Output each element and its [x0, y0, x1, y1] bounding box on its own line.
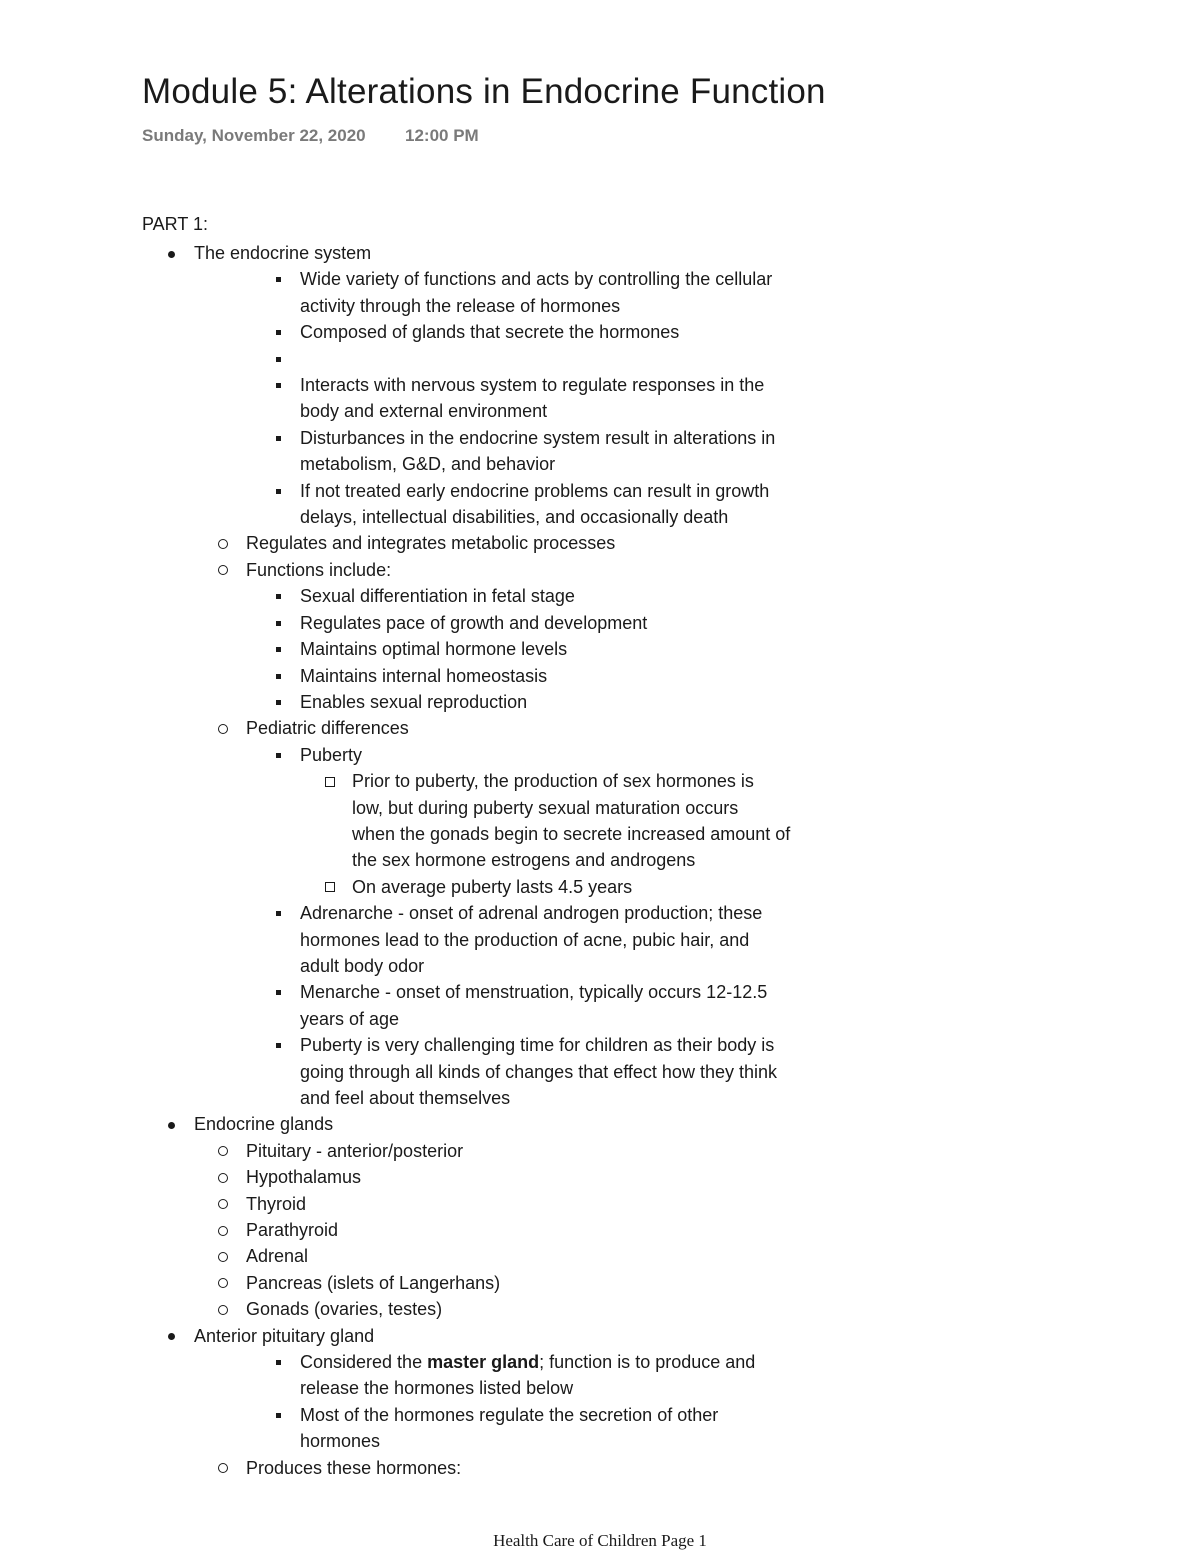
- note-date: Sunday, November 22, 2020: [142, 126, 366, 145]
- hollow-circle-bullet-icon: [218, 1243, 228, 1269]
- hollow-square-bullet-icon: [325, 768, 335, 794]
- square-bullet-icon: [276, 425, 281, 451]
- list-item: Interacts with nervous system to regulate responses in the: [0, 372, 1200, 398]
- list-item: Maintains optimal hormone levels: [0, 636, 1200, 662]
- square-bullet-icon: [276, 319, 281, 345]
- square-bullet-icon: [276, 372, 281, 398]
- list-item-continuation: metabolism, G&D, and behavior: [300, 454, 556, 475]
- page-title: Module 5: Alterations in Endocrine Function: [142, 72, 826, 111]
- list-item: Regulates pace of growth and development: [0, 610, 1200, 636]
- filled-circle-bullet-icon: [168, 1323, 175, 1349]
- list-item: Thyroid: [0, 1191, 1200, 1217]
- hollow-circle-bullet-icon: [218, 1270, 228, 1296]
- square-bullet-icon: [276, 1032, 281, 1058]
- square-bullet-icon: [276, 663, 281, 689]
- square-bullet-icon: [276, 689, 281, 715]
- list-item: Regulates and integrates metabolic processes: [0, 530, 1200, 556]
- square-bullet-icon: [276, 1402, 281, 1428]
- list-item: Sexual differentiation in fetal stage: [0, 583, 1200, 609]
- square-bullet-icon: [276, 742, 281, 768]
- list-item: Anterior pituitary gland: [0, 1323, 1200, 1349]
- square-bullet-icon: [276, 266, 281, 292]
- square-bullet-icon: [276, 900, 281, 926]
- hollow-circle-bullet-icon: [218, 1455, 228, 1481]
- list-item: Considered the master gland; function is to produce and: [0, 1349, 1200, 1375]
- list-item: Menarche - onset of menstruation, typically occurs 12-12.5: [0, 979, 1200, 1005]
- hollow-circle-bullet-icon: [218, 1296, 228, 1322]
- list-item-continuation: the sex hormone estrogens and androgens: [352, 850, 696, 871]
- list-item-continuation: activity through the release of hormones: [300, 295, 621, 316]
- list-item: Gonads (ovaries, testes): [0, 1296, 1200, 1322]
- list-item-continuation: years of age: [300, 1008, 400, 1029]
- list-item: Disturbances in the endocrine system result in alterations in: [0, 425, 1200, 451]
- list-item-continuation: hormones: [300, 1431, 381, 1452]
- page-footer: Health Care of Children Page 1: [493, 1531, 707, 1550]
- list-item-continuation: going through all kinds of changes that effect how they think: [300, 1061, 777, 1082]
- bold-term: master gland: [427, 1352, 540, 1373]
- list-item: Pituitary - anterior/posterior: [0, 1138, 1200, 1164]
- list-item: Maintains internal homeostasis: [0, 663, 1200, 689]
- square-bullet-icon: [276, 636, 281, 662]
- hollow-circle-bullet-icon: [218, 1138, 228, 1164]
- list-item: Pediatric differences: [0, 715, 1200, 741]
- hollow-square-bullet-icon: [325, 874, 335, 900]
- list-item-continuation: body and external environment: [300, 401, 548, 422]
- outline-list: [0, 240, 1200, 1481]
- part-label: PART 1:: [142, 214, 209, 234]
- square-bullet-icon: [276, 1349, 281, 1375]
- list-item-continuation: hormones lead to the production of acne, pubic hair, and: [300, 929, 750, 950]
- list-item: Puberty is very challenging time for children as their body is: [0, 1032, 1200, 1058]
- filled-circle-bullet-icon: [168, 240, 175, 266]
- list-item: Puberty: [0, 742, 1200, 768]
- square-bullet-icon: [276, 979, 281, 1005]
- list-item-continuation: adult body odor: [300, 955, 425, 976]
- square-bullet-icon: [276, 610, 281, 636]
- list-item-continuation: low, but during puberty sexual maturation occurs: [352, 797, 739, 818]
- list-item: Prior to puberty, the production of sex hormones is: [0, 768, 1200, 794]
- list-item: Enables sexual reproduction: [0, 689, 1200, 715]
- hollow-circle-bullet-icon: [218, 557, 228, 583]
- list-item-continuation: and feel about themselves: [300, 1088, 511, 1108]
- hollow-circle-bullet-icon: [218, 715, 228, 741]
- note-time: 12:00 PM: [405, 126, 479, 145]
- filled-circle-bullet-icon: [168, 1111, 175, 1137]
- list-item-continuation: delays, intellectual disabilities, and occasionally death: [300, 507, 729, 528]
- list-item: If not treated early endocrine problems can result in growth: [0, 478, 1200, 504]
- list-item: Hypothalamus: [0, 1164, 1200, 1190]
- list-item: Parathyroid: [0, 1217, 1200, 1243]
- list-item: Wide variety of functions and acts by controlling the cellular: [0, 266, 1200, 292]
- list-item-continuation: when the gonads begin to secrete increased amount of: [352, 823, 791, 844]
- list-item: On average puberty lasts 4.5 years: [0, 874, 1200, 900]
- list-item: Adrenarche - onset of adrenal androgen production; these: [0, 900, 1200, 926]
- list-item: Pancreas (islets of Langerhans): [0, 1270, 1200, 1296]
- square-bullet-icon: [276, 478, 281, 504]
- list-item: Composed of glands that secrete the hormones: [0, 319, 1200, 345]
- list-item: Endocrine glands: [0, 1111, 1200, 1137]
- list-item: Functions include:: [0, 557, 1200, 583]
- list-item: The endocrine system: [0, 240, 1200, 266]
- list-item: Adrenal: [0, 1243, 1200, 1269]
- hollow-circle-bullet-icon: [218, 530, 228, 556]
- hollow-circle-bullet-icon: [218, 1164, 228, 1190]
- square-bullet-icon: [276, 346, 281, 372]
- hollow-circle-bullet-icon: [218, 1217, 228, 1243]
- list-item: Most of the hormones regulate the secretion of other: [0, 1402, 1200, 1428]
- hollow-circle-bullet-icon: [218, 1191, 228, 1217]
- list-item-empty: [0, 346, 1200, 372]
- list-item-continuation: release the hormones listed below: [300, 1378, 574, 1399]
- square-bullet-icon: [276, 583, 281, 609]
- list-item: Produces these hormones:: [0, 1455, 1200, 1481]
